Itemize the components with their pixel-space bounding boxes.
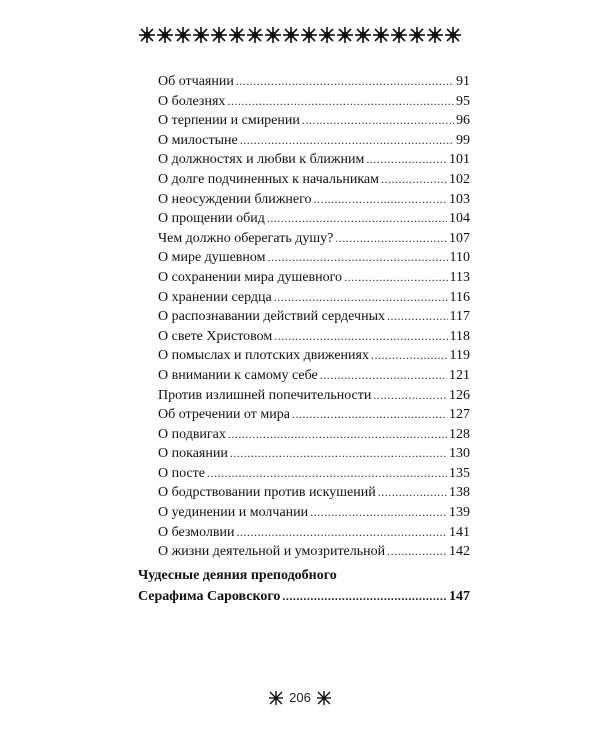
- leader-dots: [387, 307, 448, 327]
- toc-entry-page: 116: [449, 289, 470, 305]
- toc-entry-page: 141: [449, 524, 470, 540]
- section-title-row: [138, 586, 470, 606]
- leader-dots: [344, 268, 447, 288]
- toc-entry: [158, 248, 470, 268]
- toc-entry: [158, 503, 470, 523]
- toc-entry-title: О посте: [158, 465, 205, 481]
- toc-entry: [158, 483, 470, 503]
- leader-dots: [267, 209, 447, 229]
- leader-dots: [335, 229, 447, 249]
- section-title-line2: Серафима Саровского: [138, 589, 281, 604]
- toc-entry-title: О подвигах: [158, 426, 226, 442]
- toc-entry-page: 142: [449, 544, 470, 560]
- toc-entry-title: О свете Христовом: [158, 328, 273, 344]
- star-ornament-icon: [269, 691, 283, 705]
- toc-entry-title: О терпении и смирении: [158, 113, 300, 129]
- leader-dots: [366, 150, 447, 170]
- leader-dots: [237, 523, 447, 543]
- toc-entry: [158, 209, 470, 229]
- toc-entry-title: О распознавании действий сердечных: [158, 309, 385, 325]
- leader-dots: [207, 464, 447, 484]
- toc-entry-page: 121: [449, 367, 470, 383]
- toc-entry-title: О болезнях: [158, 93, 226, 109]
- toc-entry-page: 103: [449, 191, 470, 207]
- leader-dots: [282, 586, 447, 606]
- toc-entry-page: 139: [449, 505, 470, 521]
- toc-entry: [158, 464, 470, 484]
- leader-dots: [371, 346, 448, 366]
- toc-entry-title: Чем должно оберегать душу?: [158, 230, 334, 246]
- toc-entry-title: О безмолвии: [158, 524, 235, 540]
- leader-dots: [387, 542, 447, 562]
- toc-entry-title: Об отречении от мира: [158, 407, 290, 423]
- toc-entry-page: 91: [456, 74, 470, 89]
- section-title-line1: Чудесные деяния преподобного: [138, 568, 337, 583]
- leader-dots: [314, 190, 447, 210]
- leader-dots: [228, 425, 447, 445]
- toc-entry-page: 113: [449, 269, 470, 285]
- toc-entry: [158, 150, 470, 170]
- leader-dots: [227, 92, 454, 112]
- toc-entry: [158, 268, 470, 288]
- toc-entry-title: Об отчаянии: [158, 74, 234, 89]
- decorative-border-icon: [138, 26, 462, 44]
- leader-dots: [320, 366, 447, 386]
- toc-entry-title: О должностях и любви к ближним: [158, 152, 365, 168]
- toc-entry-page: 126: [449, 387, 470, 403]
- toc-entry: [158, 131, 470, 151]
- toc-entry-page: 118: [449, 328, 470, 344]
- leader-dots: [274, 288, 448, 308]
- toc-entry-page: 95: [456, 93, 470, 109]
- leader-dots: [310, 503, 447, 523]
- toc-entry-page: 101: [449, 152, 470, 168]
- toc-entry: [158, 366, 470, 386]
- toc-entry-page: 117: [449, 309, 470, 325]
- toc-entry-page: 99: [456, 132, 470, 148]
- toc-entry: [158, 307, 470, 327]
- toc-entry: [158, 405, 470, 425]
- toc-entry-title: Против излишней попечительности: [158, 387, 372, 403]
- toc-entry: [158, 523, 470, 543]
- toc-entry: [158, 327, 470, 347]
- toc-entry: [158, 190, 470, 210]
- toc-section-entry: [138, 566, 470, 606]
- toc-entry-title: О покаянии: [158, 446, 228, 462]
- toc-entry-title: О милостыне: [158, 132, 238, 148]
- toc-entry-page: 102: [449, 171, 470, 187]
- toc-entry: [158, 346, 470, 366]
- toc-entry: [158, 386, 470, 406]
- toc-entry: [158, 425, 470, 445]
- toc-entry: [158, 229, 470, 249]
- toc-entry: [158, 92, 470, 112]
- toc-entry: [158, 170, 470, 190]
- table-of-contents: [158, 72, 470, 562]
- toc-entry: [158, 542, 470, 562]
- leader-dots: [292, 405, 447, 425]
- toc-entry: [158, 72, 470, 92]
- toc-entry: [158, 288, 470, 308]
- star-ornament-icon: [317, 691, 331, 705]
- toc-entry: [158, 111, 470, 131]
- toc-entry-page: 96: [456, 113, 470, 129]
- toc-entry-page: 119: [449, 348, 470, 364]
- toc-entry-page: 110: [449, 250, 470, 266]
- page-number: 206: [289, 690, 311, 705]
- toc-entry-title: О долге подчиненных к начальникам: [158, 171, 379, 187]
- leader-dots: [240, 131, 454, 151]
- leader-dots: [236, 72, 454, 92]
- toc-entry-title: О сохранении мира душевного: [158, 269, 343, 285]
- leader-dots: [373, 386, 447, 406]
- toc-entry-page: 128: [449, 426, 470, 442]
- leader-dots: [378, 483, 447, 503]
- toc-entry-title: О помыслах и плотских движениях: [158, 348, 369, 364]
- leader-dots: [268, 248, 448, 268]
- leader-dots: [381, 170, 447, 190]
- toc-entry-title: О прощении обид: [158, 211, 265, 227]
- toc-entry-title: О неосуждении ближнего: [158, 191, 312, 207]
- toc-entry-page: 127: [449, 407, 470, 423]
- toc-entry-page: 135: [449, 465, 470, 481]
- leader-dots: [274, 327, 447, 347]
- toc-entry-title: О жизни деятельной и умозрительной: [158, 544, 386, 560]
- toc-entry-title: О уединении и молчании: [158, 505, 309, 521]
- toc-entry: [158, 444, 470, 464]
- toc-entry-title: О хранении сердца: [158, 289, 272, 305]
- leader-dots: [302, 111, 454, 131]
- toc-entry-page: 130: [449, 446, 470, 462]
- page-footer: [0, 690, 600, 705]
- toc-entry-page: 138: [449, 485, 470, 501]
- toc-entry-title: О бодрствовании против искушений: [158, 485, 376, 501]
- toc-entry-page: 104: [449, 211, 470, 227]
- toc-entry-page: 107: [449, 230, 470, 246]
- section-page-number: 147: [449, 589, 470, 604]
- toc-entry-title: О мире душевном: [158, 250, 266, 266]
- toc-entry-title: О внимании к самому себе: [158, 367, 318, 383]
- leader-dots: [230, 444, 447, 464]
